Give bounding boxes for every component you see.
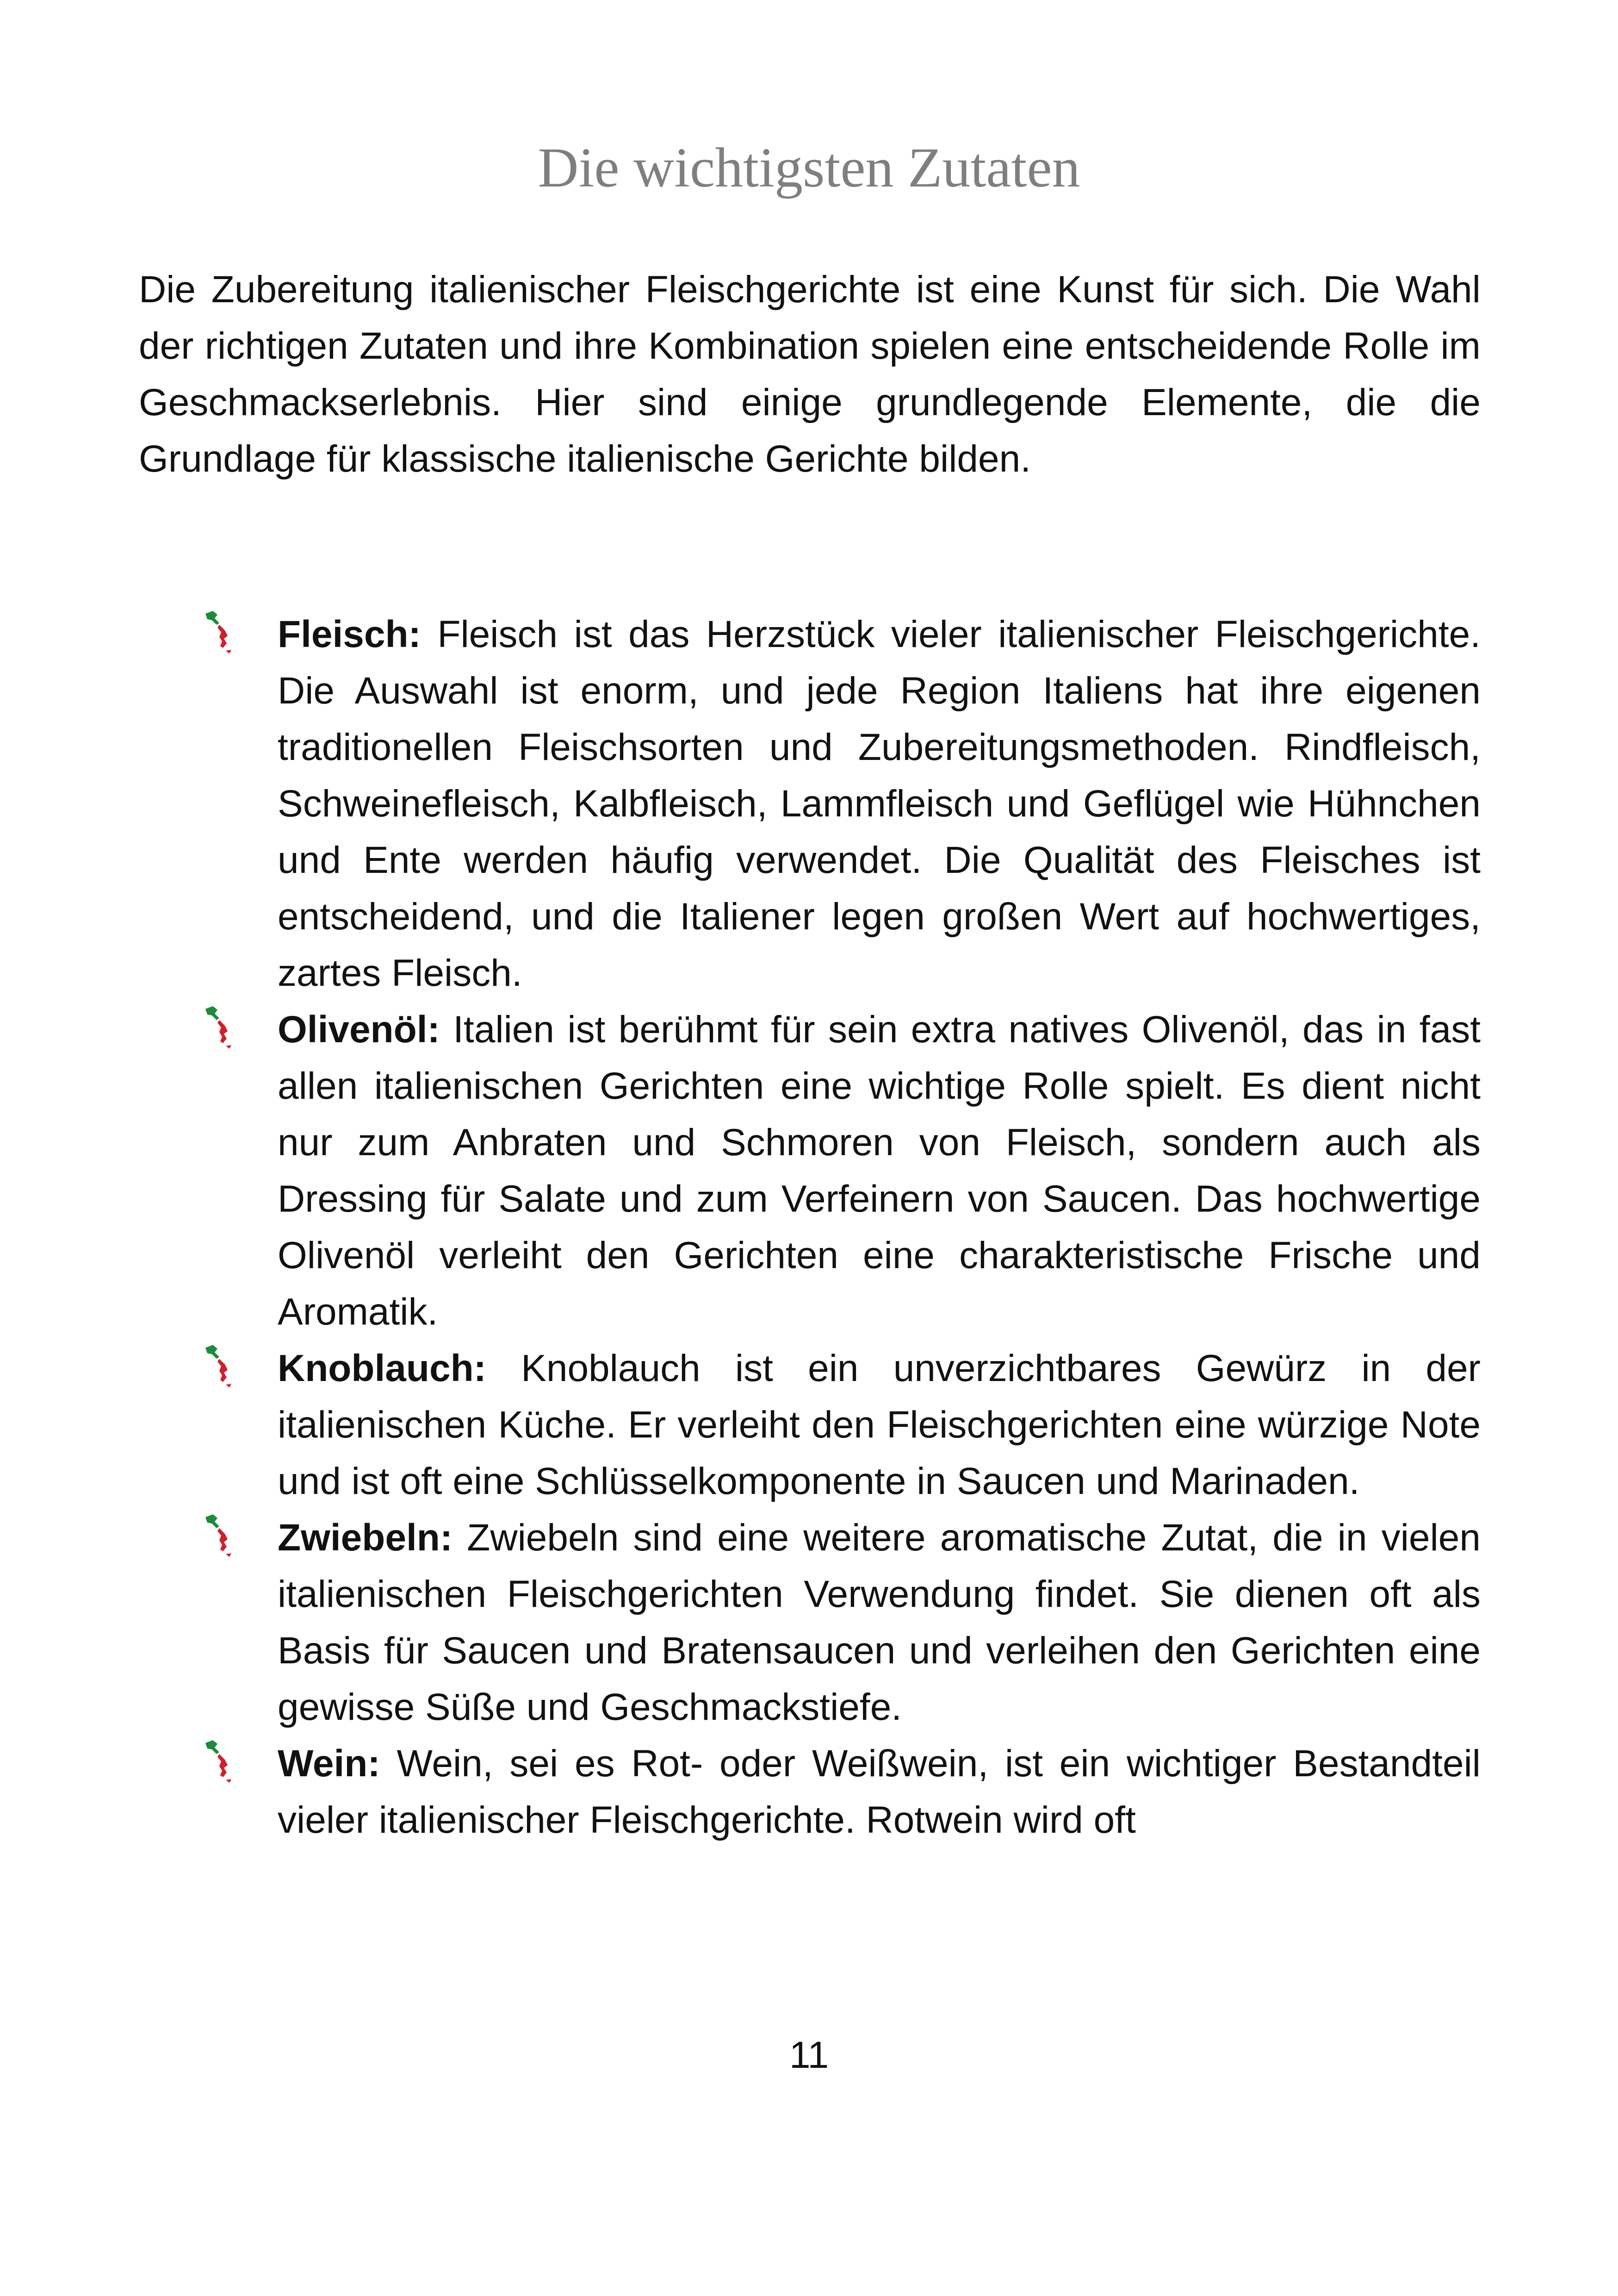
list-item: [139, 1510, 1481, 1736]
italy-map-icon: [199, 1738, 241, 1785]
item-term: Knoblauch:: [278, 1347, 521, 1389]
list-item: [139, 1340, 1481, 1510]
item-text: Fleisch ist das Herzstück vieler italienischer Fleischgerichte. Die Auswahl ist enorm, und jede Region Italiens hat ihre eigenen traditionellen Fleischsorten und Zubereitungsmethoden. Rindfleisch, Schweinefleisch, Kalbfleisch, Lammfleisch und Geflügel wie Hühnchen und Ente werden häufig verwendet. Die Qualität des Fleisches ist entscheidend, und die Italiener legen großen Wert auf hochwertiges, zartes Fleisch.: [278, 613, 1481, 994]
page-number: 11: [789, 2034, 829, 2076]
item-text: Knoblauch ist ein unverzichtbares Gewürz in der italienischen Küche. Er verleiht den Fleischgerichten eine würzige Note und ist oft eine Schlüsselkomponente in Saucen und Marinaden.: [278, 1347, 1481, 1502]
item-text: Zwiebeln sind eine weitere aromatische Zutat, die in vielen italienischen Fleischgerichten Verwendung findet. Sie dienen oft als Basis für Saucen und Bratensaucen und verleihen den Gerichten eine gewisse Süße und Geschmackstiefe.: [278, 1517, 1481, 1728]
intro-paragraph: Die Zubereitung italienischer Fleischgerichte ist eine Kunst für sich. Die Wahl der richtigen Zutaten und ihre Kombination spielen eine entscheidende Rolle im Geschmackserlebnis. Hier sind einige grundlegende Elemente, die die Grundlage für klassische italienische Gerichte bilden.: [139, 268, 1481, 480]
italy-map-icon: [199, 1004, 241, 1051]
list-item: [139, 1736, 1481, 1848]
list-item: [139, 1002, 1481, 1340]
italy-map-icon: [199, 1343, 241, 1389]
item-text: Wein, sei es Rot- oder Weißwein, ist ein wichtiger Bestandteil vieler italienischer Fleischgerichte. Rotwein wird oft: [278, 1742, 1481, 1841]
item-term: Olivenöl:: [278, 1008, 453, 1051]
list-item: [139, 606, 1481, 1002]
item-term: Zwiebeln:: [278, 1517, 467, 1559]
ingredient-list: [139, 606, 1481, 1848]
item-term: Fleisch:: [278, 613, 438, 655]
italy-map-icon: [199, 1512, 241, 1559]
item-text: Italien ist berühmt für sein extra natives Olivenöl, das in fast allen italienischen Gerichten eine wichtige Rolle spielt. Es dient nicht nur zum Anbraten und Schmoren von Fleisch, sondern auch als Dressing für Salate und zum Verfeinern von Saucen. Das hochwertige Olivenöl verleiht den Gerichten eine charakteristische Frische und Aromatik.: [278, 1008, 1481, 1333]
page-title: Die wichtigsten Zutaten: [538, 137, 1080, 199]
item-term: Wein:: [278, 1742, 397, 1785]
italy-map-icon: [199, 609, 241, 655]
